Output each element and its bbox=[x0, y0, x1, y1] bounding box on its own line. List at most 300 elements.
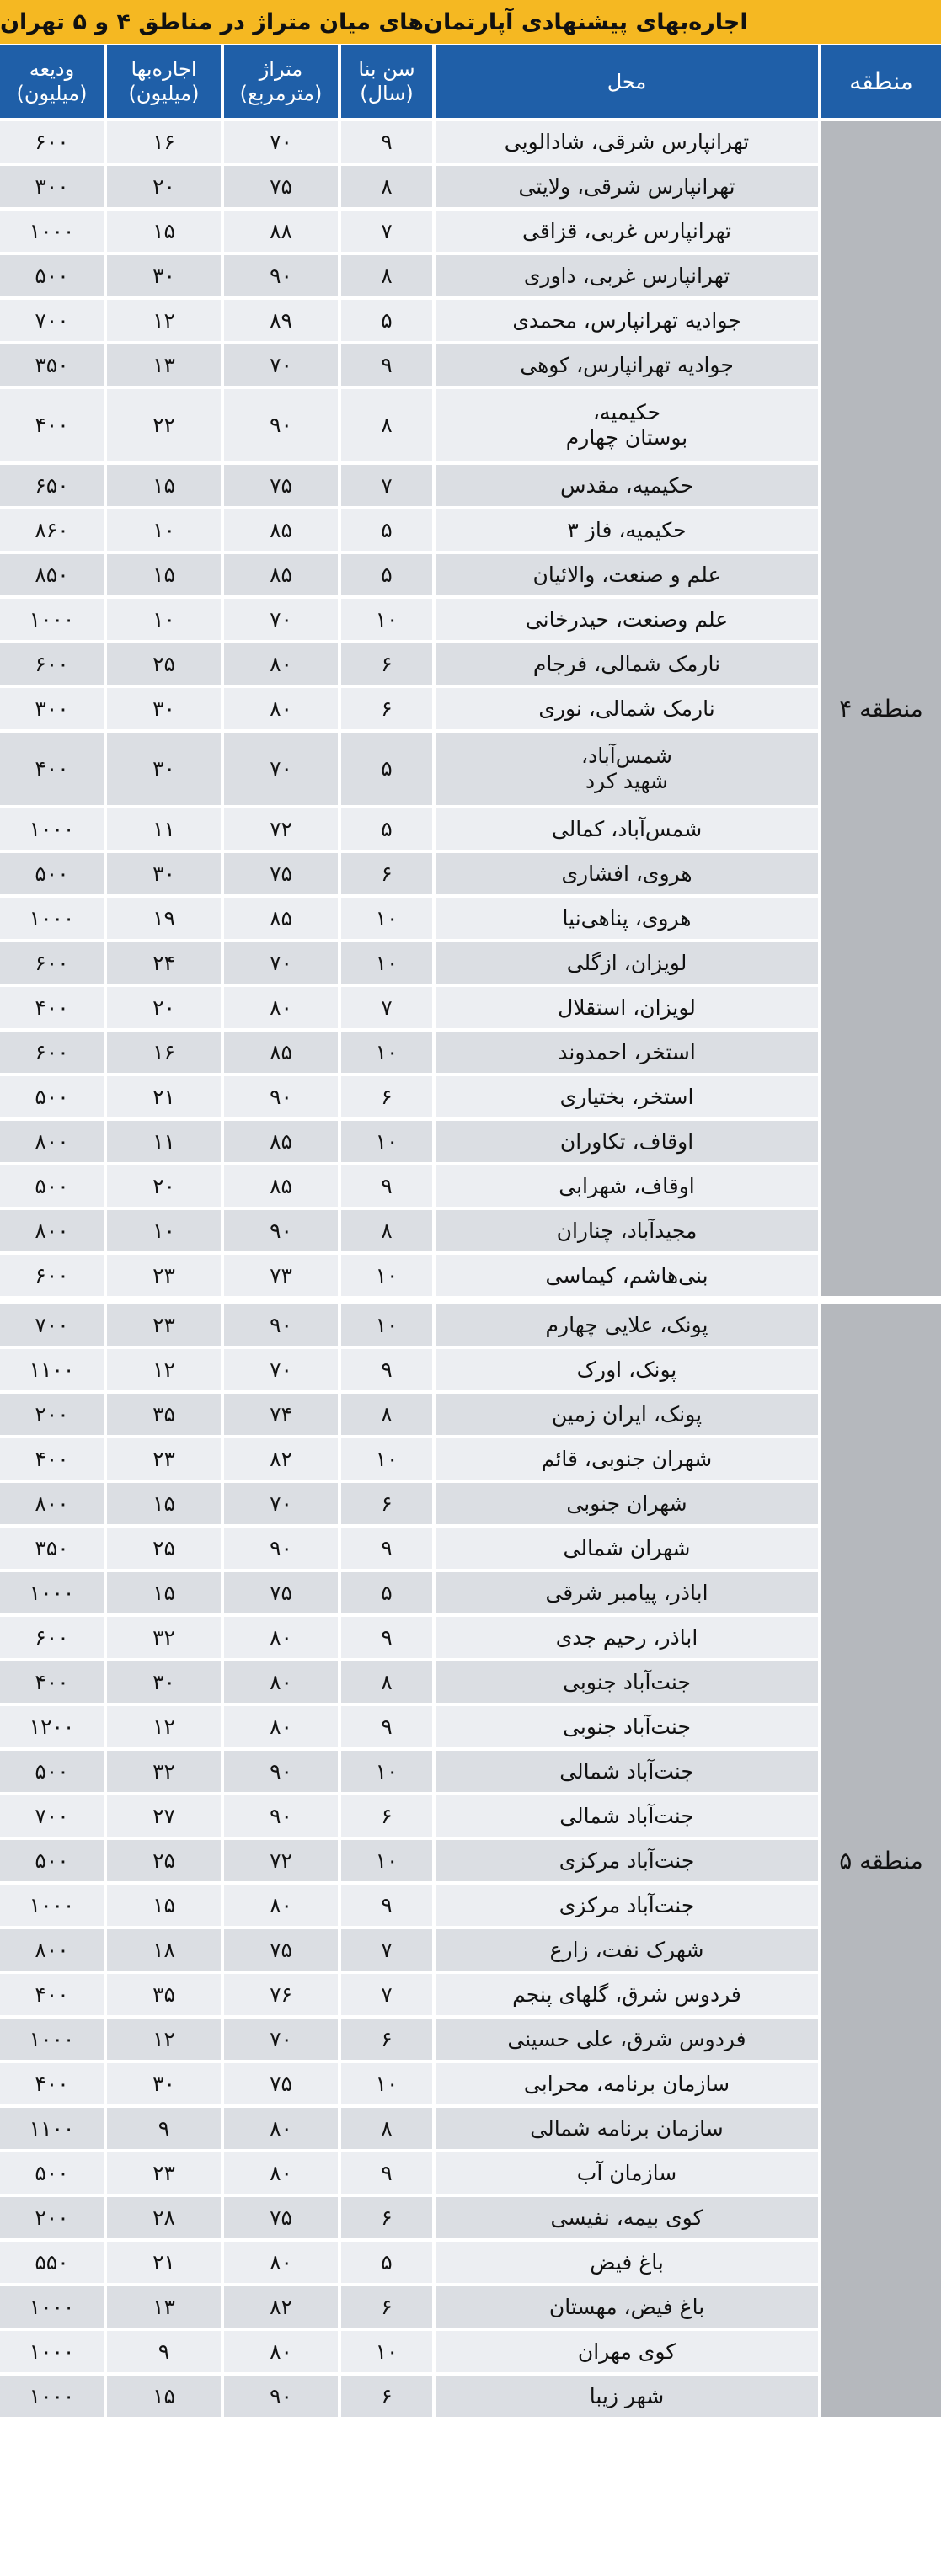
rent-cell: ۲۵ bbox=[107, 1528, 221, 1569]
age-cell: ۸ bbox=[341, 389, 432, 461]
deposit-cell: ۱۰۰۰ bbox=[0, 2286, 104, 2328]
deposit-cell: ۸۰۰ bbox=[0, 1483, 104, 1524]
location-cell-line: جنت‌آباد جنوبی bbox=[563, 1669, 691, 1694]
location-cell bbox=[436, 599, 818, 640]
location-cell bbox=[436, 733, 818, 805]
age-cell: ۱۰ bbox=[341, 2331, 432, 2372]
rent-cell: ۳۰ bbox=[107, 1661, 221, 1703]
deposit-cell: ۶۰۰ bbox=[0, 942, 104, 984]
rent-cell: ۲۰ bbox=[107, 987, 221, 1028]
location-cell-line: کوی مهران bbox=[577, 2339, 676, 2364]
location-cell bbox=[436, 2286, 818, 2328]
location-cell bbox=[436, 2108, 818, 2149]
deposit-cell: ۳۰۰ bbox=[0, 166, 104, 207]
age-cell: ۱۰ bbox=[341, 599, 432, 640]
rent-cell: ۱۵ bbox=[107, 211, 221, 252]
deposit-cell: ۶۰۰ bbox=[0, 1255, 104, 1296]
area-cell: ۸۲ bbox=[224, 1438, 338, 1480]
location-cell bbox=[436, 1349, 818, 1390]
location-cell bbox=[436, 344, 818, 386]
header-age-line: (سال) bbox=[360, 82, 414, 105]
age-cell: ۱۰ bbox=[341, 1255, 432, 1296]
location-cell bbox=[436, 1255, 818, 1296]
deposit-cell: ۸۰۰ bbox=[0, 1210, 104, 1251]
location-cell-line: بنی‌هاشم، کیماسی bbox=[545, 1262, 708, 1288]
location-cell-line: سازمان آب bbox=[576, 2160, 677, 2185]
deposit-cell: ۴۰۰ bbox=[0, 987, 104, 1028]
rent-cell: ۲۱ bbox=[107, 2242, 221, 2283]
age-cell: ۶ bbox=[341, 2286, 432, 2328]
location-cell-line: جوادیه تهرانپارس، کوهی bbox=[520, 352, 734, 377]
rent-cell: ۱۰ bbox=[107, 1210, 221, 1251]
header-region: منطقه bbox=[821, 45, 941, 118]
rent-cell: ۲۸ bbox=[107, 2197, 221, 2238]
location-cell bbox=[436, 1929, 818, 1971]
header-deposit-line: (میلیون) bbox=[16, 82, 88, 105]
age-cell: ۱۰ bbox=[341, 1751, 432, 1792]
rent-cell: ۳۲ bbox=[107, 1617, 221, 1658]
age-cell: ۱۰ bbox=[341, 1438, 432, 1480]
location-cell-line: فردوس شرق، علی حسینی bbox=[507, 2026, 746, 2051]
location-cell-line: شمس‌آباد، کمالی bbox=[551, 816, 703, 841]
header-deposit-line: ودیعه bbox=[29, 57, 75, 82]
age-cell: ۶ bbox=[341, 1795, 432, 1837]
rent-cell: ۳۵ bbox=[107, 1974, 221, 2015]
age-cell: ۵ bbox=[341, 509, 432, 551]
location-cell bbox=[436, 465, 818, 506]
area-cell: ۸۰ bbox=[224, 2331, 338, 2372]
location-cell-line: فردوس شرق، گلهای پنجم bbox=[512, 1981, 741, 2007]
location-cell-line: هروی، پناهی‌نیا bbox=[562, 905, 692, 931]
rent-cell: ۳۰ bbox=[107, 2063, 221, 2104]
area-cell: ۷۰ bbox=[224, 1483, 338, 1524]
location-cell bbox=[436, 211, 818, 252]
deposit-cell: ۲۰۰ bbox=[0, 2197, 104, 2238]
deposit-cell: ۶۰۰ bbox=[0, 121, 104, 163]
location-cell bbox=[436, 121, 818, 163]
rent-cell: ۲۴ bbox=[107, 942, 221, 984]
area-cell: ۷۳ bbox=[224, 1255, 338, 1296]
area-cell: ۷۵ bbox=[224, 2063, 338, 2104]
area-cell: ۸۰ bbox=[224, 1617, 338, 1658]
location-cell-line: شهرک نفت، زارع bbox=[549, 1937, 704, 1962]
area-cell: ۷۶ bbox=[224, 1974, 338, 2015]
area-cell: ۹۰ bbox=[224, 255, 338, 296]
rent-cell: ۱۲ bbox=[107, 2019, 221, 2060]
header-area bbox=[224, 45, 338, 118]
rent-cell: ۲۳ bbox=[107, 2152, 221, 2194]
deposit-cell: ۷۰۰ bbox=[0, 300, 104, 341]
rent-cell: ۱۰ bbox=[107, 509, 221, 551]
location-cell bbox=[436, 1840, 818, 1881]
rent-cell: ۲۰ bbox=[107, 166, 221, 207]
area-cell: ۷۰ bbox=[224, 2019, 338, 2060]
location-cell-line: شمس‌آباد، bbox=[581, 744, 672, 768]
deposit-cell: ۳۰۰ bbox=[0, 688, 104, 729]
location-cell bbox=[436, 1076, 818, 1117]
area-cell: ۸۵ bbox=[224, 1121, 338, 1162]
location-cell bbox=[436, 255, 818, 296]
rent-cell: ۱۹ bbox=[107, 898, 221, 939]
deposit-cell: ۱۰۰۰ bbox=[0, 898, 104, 939]
deposit-cell: ۸۰۰ bbox=[0, 1121, 104, 1162]
age-cell: ۱۰ bbox=[341, 942, 432, 984]
location-cell bbox=[436, 1885, 818, 1926]
deposit-cell: ۵۰۰ bbox=[0, 853, 104, 894]
location-cell-line: علم و صنعت، والائیان bbox=[532, 562, 721, 587]
location-cell-line: نارمک شمالی، فرجام bbox=[532, 651, 721, 676]
deposit-cell: ۱۰۰۰ bbox=[0, 2331, 104, 2372]
age-cell: ۶ bbox=[341, 1483, 432, 1524]
location-cell-line: کوی بیمه، نفیسی bbox=[550, 2205, 703, 2230]
location-cell bbox=[436, 166, 818, 207]
location-cell bbox=[436, 1706, 818, 1747]
area-cell: ۸۰ bbox=[224, 688, 338, 729]
header-age-line: سن بنا bbox=[358, 57, 415, 82]
deposit-cell: ۵۰۰ bbox=[0, 1840, 104, 1881]
location-cell-line: شهران جنوبی bbox=[566, 1491, 687, 1516]
deposit-cell: ۱۱۰۰ bbox=[0, 1349, 104, 1390]
age-cell: ۵ bbox=[341, 300, 432, 341]
area-cell: ۷۰ bbox=[224, 942, 338, 984]
deposit-cell: ۵۰۰ bbox=[0, 255, 104, 296]
location-cell bbox=[436, 1394, 818, 1435]
location-cell bbox=[436, 808, 818, 850]
deposit-cell: ۶۰۰ bbox=[0, 1032, 104, 1073]
location-cell-line: جوادیه تهرانپارس، محمدی bbox=[512, 307, 741, 333]
rent-cell: ۳۰ bbox=[107, 733, 221, 805]
age-cell: ۷ bbox=[341, 1929, 432, 1971]
area-cell: ۷۵ bbox=[224, 166, 338, 207]
region-label: منطقه ۵ bbox=[821, 1304, 941, 2417]
deposit-cell: ۴۰۰ bbox=[0, 389, 104, 461]
rent-cell: ۳۲ bbox=[107, 1751, 221, 1792]
age-cell: ۸ bbox=[341, 1394, 432, 1435]
header-deposit bbox=[0, 45, 104, 118]
location-cell bbox=[436, 1572, 818, 1613]
area-cell: ۸۵ bbox=[224, 898, 338, 939]
location-cell-line: جنت‌آباد شمالی bbox=[559, 1758, 694, 1784]
rent-cell: ۳۰ bbox=[107, 853, 221, 894]
age-cell: ۷ bbox=[341, 211, 432, 252]
age-cell: ۶ bbox=[341, 2376, 432, 2417]
rent-cell: ۱۶ bbox=[107, 1032, 221, 1073]
location-cell bbox=[436, 1121, 818, 1162]
deposit-cell: ۱۰۰۰ bbox=[0, 1572, 104, 1613]
rent-cell: ۱۱ bbox=[107, 808, 221, 850]
location-cell-line: مجیدآباد، چناران bbox=[556, 1218, 698, 1243]
location-cell-line: شهید کرد bbox=[585, 769, 668, 793]
location-cell bbox=[436, 2063, 818, 2104]
deposit-cell: ۱۰۰۰ bbox=[0, 599, 104, 640]
location-cell bbox=[436, 1795, 818, 1837]
header-rent-line: اجاره‌بها bbox=[131, 57, 197, 82]
area-cell: ۷۰ bbox=[224, 599, 338, 640]
location-cell-line: تهرانپارس غربی، داوری bbox=[523, 263, 730, 288]
area-cell: ۸۰ bbox=[224, 2108, 338, 2149]
location-cell-line: جنت‌آباد شمالی bbox=[559, 1803, 694, 1828]
location-cell-line: جنت‌آباد جنوبی bbox=[563, 1714, 691, 1739]
header-rent bbox=[107, 45, 221, 118]
deposit-cell: ۶۰۰ bbox=[0, 1617, 104, 1658]
header-age bbox=[341, 45, 432, 118]
location-cell-line: باغ فیض، مهستان bbox=[548, 2294, 705, 2319]
location-cell-line: پونک، اورک bbox=[576, 1357, 677, 1382]
age-cell: ۹ bbox=[341, 1349, 432, 1390]
deposit-cell: ۵۰۰ bbox=[0, 1751, 104, 1792]
age-cell: ۹ bbox=[341, 121, 432, 163]
age-cell: ۵ bbox=[341, 554, 432, 595]
deposit-cell: ۶۵۰ bbox=[0, 465, 104, 506]
deposit-cell: ۵۵۰ bbox=[0, 2242, 104, 2283]
rent-cell: ۱۶ bbox=[107, 121, 221, 163]
deposit-cell: ۱۱۰۰ bbox=[0, 2108, 104, 2149]
location-cell bbox=[436, 554, 818, 595]
area-cell: ۷۵ bbox=[224, 853, 338, 894]
region-label: منطقه ۴ bbox=[821, 121, 941, 1296]
rent-cell: ۱۵ bbox=[107, 1885, 221, 1926]
area-cell: ۹۰ bbox=[224, 389, 338, 461]
location-cell-line: تهرانپارس شرقی، ولایتی bbox=[518, 173, 735, 199]
age-cell: ۸ bbox=[341, 255, 432, 296]
rent-cell: ۳۰ bbox=[107, 255, 221, 296]
location-cell bbox=[436, 2376, 818, 2417]
location-cell-line: تهرانپارس شرقی، شادالویی bbox=[504, 129, 750, 154]
age-cell: ۶ bbox=[341, 643, 432, 685]
area-cell: ۸۹ bbox=[224, 300, 338, 341]
location-cell-line: اباذر، رحیم جدی bbox=[555, 1624, 698, 1650]
location-cell bbox=[436, 1617, 818, 1658]
location-cell-line: حکیمیه، bbox=[592, 400, 661, 424]
age-cell: ۱۰ bbox=[341, 1840, 432, 1881]
age-cell: ۸ bbox=[341, 1210, 432, 1251]
rent-cell: ۲۳ bbox=[107, 1438, 221, 1480]
header-rent-line: (میلیون) bbox=[128, 82, 200, 105]
area-cell: ۷۴ bbox=[224, 1394, 338, 1435]
location-cell-line: اوقاف، شهرابی bbox=[559, 1173, 695, 1198]
location-cell-line: جنت‌آباد مرکزی bbox=[559, 1848, 695, 1873]
age-cell: ۶ bbox=[341, 1076, 432, 1117]
deposit-cell: ۲۰۰ bbox=[0, 1394, 104, 1435]
header-location: محل bbox=[436, 45, 818, 118]
area-cell: ۹۰ bbox=[224, 1528, 338, 1569]
location-cell bbox=[436, 1304, 818, 1346]
age-cell: ۹ bbox=[341, 1617, 432, 1658]
location-cell bbox=[436, 1974, 818, 2015]
area-cell: ۸۵ bbox=[224, 509, 338, 551]
deposit-cell: ۱۰۰۰ bbox=[0, 808, 104, 850]
area-cell: ۷۰ bbox=[224, 1349, 338, 1390]
location-cell bbox=[436, 300, 818, 341]
age-cell: ۵ bbox=[341, 1572, 432, 1613]
deposit-cell: ۸۵۰ bbox=[0, 554, 104, 595]
area-cell: ۹۰ bbox=[224, 1076, 338, 1117]
area-cell: ۹۰ bbox=[224, 1795, 338, 1837]
location-cell-line: سازمان برنامه، محرابی bbox=[523, 2071, 730, 2096]
location-cell-line: حکیمیه، فاز ۳ bbox=[567, 517, 687, 542]
deposit-cell: ۳۵۰ bbox=[0, 1528, 104, 1569]
rent-cell: ۱۸ bbox=[107, 1929, 221, 1971]
area-cell: ۷۵ bbox=[224, 1572, 338, 1613]
location-cell-line: استخر، احمدوند bbox=[558, 1039, 696, 1064]
location-cell bbox=[436, 2242, 818, 2283]
location-cell bbox=[436, 2019, 818, 2060]
location-cell-line: استخر، بختیاری bbox=[559, 1084, 694, 1109]
age-cell: ۱۰ bbox=[341, 1032, 432, 1073]
rent-cell: ۲۵ bbox=[107, 643, 221, 685]
age-cell: ۹ bbox=[341, 344, 432, 386]
area-cell: ۹۰ bbox=[224, 1304, 338, 1346]
area-cell: ۸۰ bbox=[224, 2242, 338, 2283]
rent-cell: ۱۳ bbox=[107, 2286, 221, 2328]
deposit-cell: ۵۰۰ bbox=[0, 1076, 104, 1117]
age-cell: ۶ bbox=[341, 2197, 432, 2238]
deposit-cell: ۵۰۰ bbox=[0, 1165, 104, 1207]
location-cell-line: هروی، افشاری bbox=[561, 861, 692, 886]
location-cell-line: شهران جنوبی، قائم bbox=[541, 1446, 713, 1471]
age-cell: ۶ bbox=[341, 853, 432, 894]
table-title: اجاره‌بهای پیشنهادی آپارتمان‌های میان متراژ در مناطق ۴ و ۵ تهران bbox=[0, 0, 941, 44]
location-cell-line: حکیمیه، مقدس bbox=[560, 472, 693, 498]
location-cell-line: اباذر، پیامبر شرقی bbox=[545, 1580, 708, 1605]
deposit-cell: ۱۰۰۰ bbox=[0, 211, 104, 252]
location-cell-line: نارمک شمالی، نوری bbox=[538, 696, 715, 721]
age-cell: ۷ bbox=[341, 987, 432, 1028]
rent-cell: ۱۰ bbox=[107, 599, 221, 640]
location-cell bbox=[436, 1032, 818, 1073]
age-cell: ۵ bbox=[341, 733, 432, 805]
location-cell bbox=[436, 1528, 818, 1569]
rent-cell: ۱۵ bbox=[107, 2376, 221, 2417]
location-cell-line: بوستان چهارم bbox=[565, 425, 688, 450]
area-cell: ۹۰ bbox=[224, 1210, 338, 1251]
area-cell: ۹۰ bbox=[224, 1751, 338, 1792]
rent-cell: ۲۳ bbox=[107, 1255, 221, 1296]
deposit-cell: ۱۰۰۰ bbox=[0, 2019, 104, 2060]
location-cell bbox=[436, 643, 818, 685]
rent-cell: ۱۵ bbox=[107, 465, 221, 506]
area-cell: ۷۲ bbox=[224, 1840, 338, 1881]
rent-cell: ۱۱ bbox=[107, 1121, 221, 1162]
age-cell: ۹ bbox=[341, 1885, 432, 1926]
location-cell bbox=[436, 1210, 818, 1251]
rent-cell: ۱۵ bbox=[107, 1572, 221, 1613]
rent-cell: ۲۵ bbox=[107, 1840, 221, 1881]
deposit-cell: ۱۰۰۰ bbox=[0, 2376, 104, 2417]
age-cell: ۸ bbox=[341, 2108, 432, 2149]
area-cell: ۷۰ bbox=[224, 121, 338, 163]
location-cell-line: اوقاف، تکاوران bbox=[559, 1128, 694, 1154]
age-cell: ۹ bbox=[341, 1165, 432, 1207]
deposit-cell: ۴۰۰ bbox=[0, 1661, 104, 1703]
location-cell-line: علم وصنعت، حیدرخانی bbox=[525, 606, 729, 632]
location-cell-line: سازمان برنامه شمالی bbox=[530, 2115, 724, 2141]
location-cell-line: تهرانپارس غربی، قزاقی bbox=[521, 218, 732, 243]
deposit-cell: ۱۲۰۰ bbox=[0, 1706, 104, 1747]
header-area-line: (مترمربع) bbox=[239, 82, 323, 105]
deposit-cell: ۶۰۰ bbox=[0, 643, 104, 685]
age-cell: ۷ bbox=[341, 1974, 432, 2015]
age-cell: ۶ bbox=[341, 2019, 432, 2060]
location-cell bbox=[436, 987, 818, 1028]
location-cell-line: شهر زیبا bbox=[589, 2383, 665, 2408]
area-cell: ۸۵ bbox=[224, 1032, 338, 1073]
deposit-cell: ۴۰۰ bbox=[0, 2063, 104, 2104]
location-cell bbox=[436, 2197, 818, 2238]
age-cell: ۹ bbox=[341, 2152, 432, 2194]
rent-cell: ۱۲ bbox=[107, 1706, 221, 1747]
location-cell-line: لویزان، ازگلی bbox=[566, 950, 687, 975]
rent-cell: ۱۲ bbox=[107, 1349, 221, 1390]
area-cell: ۸۰ bbox=[224, 987, 338, 1028]
location-cell bbox=[436, 1438, 818, 1480]
area-cell: ۸۰ bbox=[224, 1661, 338, 1703]
area-cell: ۸۸ bbox=[224, 211, 338, 252]
area-cell: ۷۵ bbox=[224, 465, 338, 506]
age-cell: ۱۰ bbox=[341, 898, 432, 939]
location-cell bbox=[436, 389, 818, 461]
area-cell: ۸۵ bbox=[224, 1165, 338, 1207]
age-cell: ۹ bbox=[341, 1528, 432, 1569]
age-cell: ۷ bbox=[341, 465, 432, 506]
rent-cell: ۱۲ bbox=[107, 300, 221, 341]
deposit-cell: ۳۵۰ bbox=[0, 344, 104, 386]
age-cell: ۱۰ bbox=[341, 1304, 432, 1346]
deposit-cell: ۸۶۰ bbox=[0, 509, 104, 551]
rent-cell: ۱۵ bbox=[107, 554, 221, 595]
rent-cell: ۳۵ bbox=[107, 1394, 221, 1435]
location-cell bbox=[436, 1483, 818, 1524]
age-cell: ۱۰ bbox=[341, 2063, 432, 2104]
deposit-cell: ۷۰۰ bbox=[0, 1304, 104, 1346]
area-cell: ۷۵ bbox=[224, 2197, 338, 2238]
deposit-cell: ۸۰۰ bbox=[0, 1929, 104, 1971]
rent-cell: ۱۵ bbox=[107, 1483, 221, 1524]
location-cell-line: پونک، ایران زمین bbox=[551, 1401, 703, 1427]
rent-cell: ۲۳ bbox=[107, 1304, 221, 1346]
rent-cell: ۳۰ bbox=[107, 688, 221, 729]
location-cell bbox=[436, 898, 818, 939]
deposit-cell: ۴۰۰ bbox=[0, 1974, 104, 2015]
location-cell bbox=[436, 688, 818, 729]
location-cell bbox=[436, 2152, 818, 2194]
rent-cell: ۲۱ bbox=[107, 1076, 221, 1117]
area-cell: ۸۰ bbox=[224, 2152, 338, 2194]
area-cell: ۷۰ bbox=[224, 733, 338, 805]
location-cell-line: لویزان، استقلال bbox=[558, 995, 696, 1020]
deposit-cell: ۴۰۰ bbox=[0, 733, 104, 805]
age-cell: ۵ bbox=[341, 2242, 432, 2283]
rent-cell: ۹ bbox=[107, 2331, 221, 2372]
age-cell: ۱۰ bbox=[341, 1121, 432, 1162]
rent-cell: ۹ bbox=[107, 2108, 221, 2149]
area-cell: ۸۰ bbox=[224, 1706, 338, 1747]
area-cell: ۷۰ bbox=[224, 344, 338, 386]
area-cell: ۸۲ bbox=[224, 2286, 338, 2328]
area-cell: ۸۵ bbox=[224, 554, 338, 595]
area-cell: ۸۰ bbox=[224, 1885, 338, 1926]
rent-cell: ۲۷ bbox=[107, 1795, 221, 1837]
area-cell: ۷۵ bbox=[224, 1929, 338, 1971]
location-cell-line: پونک، علایی چهارم bbox=[545, 1312, 708, 1337]
age-cell: ۹ bbox=[341, 1706, 432, 1747]
location-cell bbox=[436, 509, 818, 551]
area-cell: ۷۲ bbox=[224, 808, 338, 850]
location-cell-line: جنت‌آباد مرکزی bbox=[559, 1892, 695, 1917]
area-cell: ۹۰ bbox=[224, 2376, 338, 2417]
location-cell bbox=[436, 2331, 818, 2372]
area-cell: ۸۰ bbox=[224, 643, 338, 685]
